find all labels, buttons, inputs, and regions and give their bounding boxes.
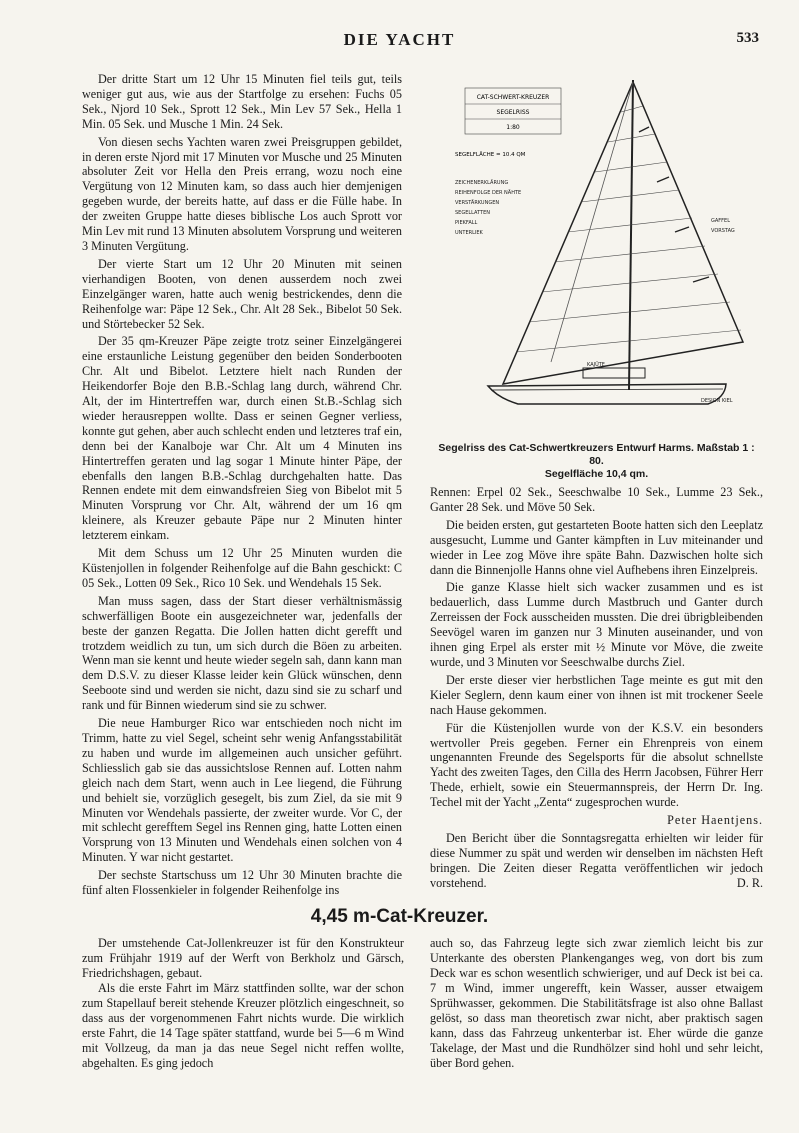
fig-label-hull: DESIGN KIEL bbox=[701, 398, 733, 404]
paragraph: Für die Küstenjollen wurde von der K.S.V. ein besonders wertvoller Preis gegeben. Ferner ein Ehrenpreis von einem ungenannten Freunde des Segelsports für die absolut schnellste Yacht des zweiten Tages, den Cilla des Herrn Jacobsen, Führer Herr Thede, erhielt, sowie ein Steuermannspreis, der Herrn Dr. Ing. Techel mit der Yacht „Zenta“ zugesprochen wurde. bbox=[430, 720, 763, 810]
section-title: 4,45 m-Cat-Kreuzer. bbox=[310, 906, 489, 927]
paragraph: Der dritte Start um 12 Uhr 15 Minuten fiel teils gut, teils weniger gut aus, wie aus der Startfolge zu ersehen: Fuchs 05 Sek., Njord 10 Sek., Sprott 12 Sek., Min Lev 57 Sek., Hella 1 Min. 05 Sek. und Musche 1 Min. 24 Sek. bbox=[82, 72, 402, 131]
bottom-left-column bbox=[82, 936, 404, 1071]
editor-note bbox=[430, 831, 763, 891]
caption-line: Segelriss des Cat-Schwertkreuzers Entwurf Harms. Maßstab 1 : 80. bbox=[438, 442, 755, 467]
paragraph: Der vierte Start um 12 Uhr 20 Minuten mit seinen vierhandigen Booten, von denen ausserdem noch zwei Einzelgänger waren, hatte auch wenig bestrickendes, denn die Reihenfolge war: Päpe 12 Sek., Chr. Alt 28 Sek., Bibelot 50 Sek. und Störtebecker 52 Sek. bbox=[82, 256, 402, 331]
page-number: 533 bbox=[736, 30, 759, 46]
fig-label-cabin: KAJÜTE bbox=[587, 362, 605, 368]
fig-legend-item: REIHENFOLGE DER NÄHTE bbox=[455, 190, 522, 196]
fig-legend-item: PIEKFALL bbox=[455, 220, 478, 226]
sail-plan-drawing bbox=[443, 72, 763, 412]
fig-legend-item: ZEICHENERKLÄRUNG bbox=[455, 180, 509, 186]
paragraph: Die beiden ersten, gut gestarteten Boote hatten sich den Leeplatz ausgesucht, Lumme und Ganter kämpften in Luv miteinander und wieder in Lee zog Möve ihre späte Bahn. Dazwischen holte sich dann die Binnenjolle Hanns ohne viel Aufhebens ihren Einzelpreis. bbox=[430, 517, 763, 577]
caption-line: Segelfläche 10,4 qm. bbox=[544, 468, 649, 480]
paragraph: Von diesen sechs Yachten waren zwei Preisgruppen gebildet, in deren erste Njord mit 17 Minuten vor Musche und 25 Minuten absoluter Zeit vor Hella den Preis errang, wozu noch eine Vergütung von 12 Minuten kam, so dass auch hier demjenigen gegeben wurde, der bereits hatte, auf dass er die Fülle habe. In der zweiten Gruppe hatte dieses biblische Los auch Sprott vor Min Lev mit rund 13 Minuten absolutem Vorsprung und weiteren 3 Minuten Vergütung. bbox=[82, 134, 402, 253]
fig-box-title: CAT-SCHWERT-KREUZER bbox=[476, 94, 550, 101]
paragraph: Als die erste Fahrt im März stattfinden sollte, war der schon zum Stapellauf bereit stehende Kreuzer plötzlich eingeschneit, so dass aus der vorgenommenen Fahrt nichts wurde. Die wirklich erste Fahrt, die 14 Tage später stattfand, wurde bei 5—6 m Wind mit Vollzeug, da man ja das neue Segel nicht reffen wollte, abgehalten. Es ging jedoch bbox=[82, 981, 404, 1070]
left-column bbox=[82, 72, 402, 901]
paragraph: Mit dem Schuss um 12 Uhr 25 Minuten wurden die Küstenjollen in folgender Reihenfolge auf die Bahn geschickt: C 05 Sek., Lotten 09 Sek., Rico 10 Sek. und Wendehals 15 Sek. bbox=[82, 546, 402, 590]
fig-box-scale2: 1:80 bbox=[506, 124, 520, 131]
fig-label-area: SEGELFLÄCHE = 10.4 QM bbox=[455, 152, 526, 158]
editor-sign: D. R. bbox=[736, 875, 763, 890]
paragraph: Rennen: Erpel 02 Sek., Seeschwalbe 10 Sek., Lumme 23 Sek., Ganter 28 Sek. und Möve 50 Sek. bbox=[430, 485, 763, 514]
fig-legend-item: SEGELLATTEN bbox=[455, 210, 491, 216]
paragraph: Die ganze Klasse hielt sich wacker zusammen und es ist bedauerlich, dass Lumme durch Mastbruch und Ganter durch Zerreissen der Fock ausscheiden mussten. Die drei übrigbleibenden Seevögel waren im ganzen nur 3 Minuten auseinander, und von ihnen ging Erpel als erster mit ½ Minute vor Möve, die zweite wurde, und 3 Minuten vor Seeschwalbe durchs Ziel. bbox=[430, 580, 763, 669]
fig-legend-item: VERSTÄRKUNGEN bbox=[455, 200, 500, 206]
fig-legend-item: UNTERLIEK bbox=[455, 230, 483, 236]
journal-title: DIE YACHT bbox=[343, 30, 456, 49]
figure-caption bbox=[430, 442, 763, 481]
paragraph: auch so, das Fahrzeug legte sich zwar ziemlich leicht bis zur Unterkante des obersten Plankenganges weg, von dort bis zum Deck war es schon wesentlich schwieriger, und auf Deck ist bei ca. 7 m Wind, immer ungerefft, kein Wasser, ausser etwaigem Sprühwasser, gekommen. Die Stabilitätsfrage ist also ohne Ballast gelöst, so dass man theoretisch zwar nicht, aber praktisch sagen kann, dass das Fahrzeug unkenterbar ist. Eher würde die ganze Takelage, der Mast und die Rundhölzer sind hohl und sehr leicht, über Bord gehen. bbox=[430, 936, 763, 1070]
sail-plan-figure bbox=[443, 72, 763, 412]
fig-label-gaff: GAFFEL bbox=[711, 218, 730, 224]
fig-label-stay: VORSTAG bbox=[711, 228, 735, 234]
editor-note-text: Den Bericht über die Sonntagsregatta erhielten wir leider für diese Nummer zu spät und werden wir denselben im nächsten Heft bringen. Die Zeiten dieser Regatta veröffentlichen wir jedoch vorstehend. bbox=[430, 830, 763, 890]
paragraph: Man muss sagen, dass der Start dieser verhältnismässig schwerfälligen Boote ein ausgezeichneter war, jedenfalls der beste der ganzen Regatta. Die Jollen hatten dicht gerefft und trotzdem weidlich zu tun, um sich durch die Böen zu arbeiten. Wenn man sie kennt und heute wieder segeln sah, dann kann man dem D.S.V. zu dieser Klasse leider kein Glück wünschen, denn Seeboote sind und werden sie nicht, dazu sind sie zu scharf und rank und für Binnen wiederum sind sie zu schwer. bbox=[82, 593, 402, 713]
author-signature: Peter Haentjens. bbox=[667, 813, 763, 828]
right-column bbox=[430, 485, 763, 894]
page-header bbox=[0, 30, 799, 52]
bottom-right-column bbox=[430, 936, 763, 1071]
paragraph: Der 35 qm-Kreuzer Päpe zeigte trotz seiner Einzelgängerei eine erstaunliche Leistung gegenüber den beiden Sonderbooten Chr. Alt und Bibelot. Letztere hielt nach Runden der Heikendorfer Boje den B.B.-Schlag lang durch, während Chr. Alt, der im Hintertreffen war, durch einen St.B.-Schlag sich wieder herausreppen wollte. Dass er seinen Gegner verliess, konnte gut gehen, aber auch schlecht enden und letzteres traf ein, denn bei der Kanalboje war Chr. Alt um 4 Minuten ins Hintertreffen geraten und lag sogar 1 Minute hinter Päpe, der ebenfalls den langen B.B.-Schlag durchgehalten hatte. Das Rennen endete mit dem einwandsfreien Sieg von Bibelot mit 5 Minuten Vorsprung vor Chr. Alt, während der um 16 qm kleinere, als Kreuzer gebaute Päpe nur 2 Minuten hinter letzterem einkam. bbox=[82, 334, 402, 543]
paragraph: Der sechste Startschuss um 12 Uhr 30 Minuten brachte die fünf alten Flossenkieler in folgender Reihenfolge ins bbox=[82, 868, 402, 898]
paragraph: Der umstehende Cat-Jollenkreuzer ist für den Konstrukteur zum Frühjahr 1919 auf der Werft von Berkholz und Gärsch, Friedrichshagen, gebaut. bbox=[82, 936, 404, 980]
fig-box-scale: SEGELRISS bbox=[496, 109, 530, 116]
paragraph: Die neue Hamburger Rico war entschieden noch nicht im Trimm, hatte zu viel Segel, scheint sehr wenig Anfangsstabilität zu haben und wurde im allgemeinen auch unsicher geführt. Schliesslich gab sie das aussichtslose Rennen auf. Lotten nahm gleich nach dem Start, wenn auch in Lee liegend, die Führung und behielt sie, vorzüglich gesegelt, bis zum Ziel, da sie mit 9 Minuten vor Wendehals passierte, der zweiter wurde. Vor C, der mit schlecht gerefftem Segel ins Rennen ging, hatte Lotten einen Vorsprung von 13 Minuten und Wendehals einen solchen von 4 Minuten. Y war nicht gestartet. bbox=[82, 716, 402, 865]
paragraph: Der erste dieser vier herbstlichen Tage meinte es gut mit den Kieler Seglern, denn kaum einer von ihnen ist mit trockener Seele nach Hause gekommen. bbox=[430, 672, 763, 717]
